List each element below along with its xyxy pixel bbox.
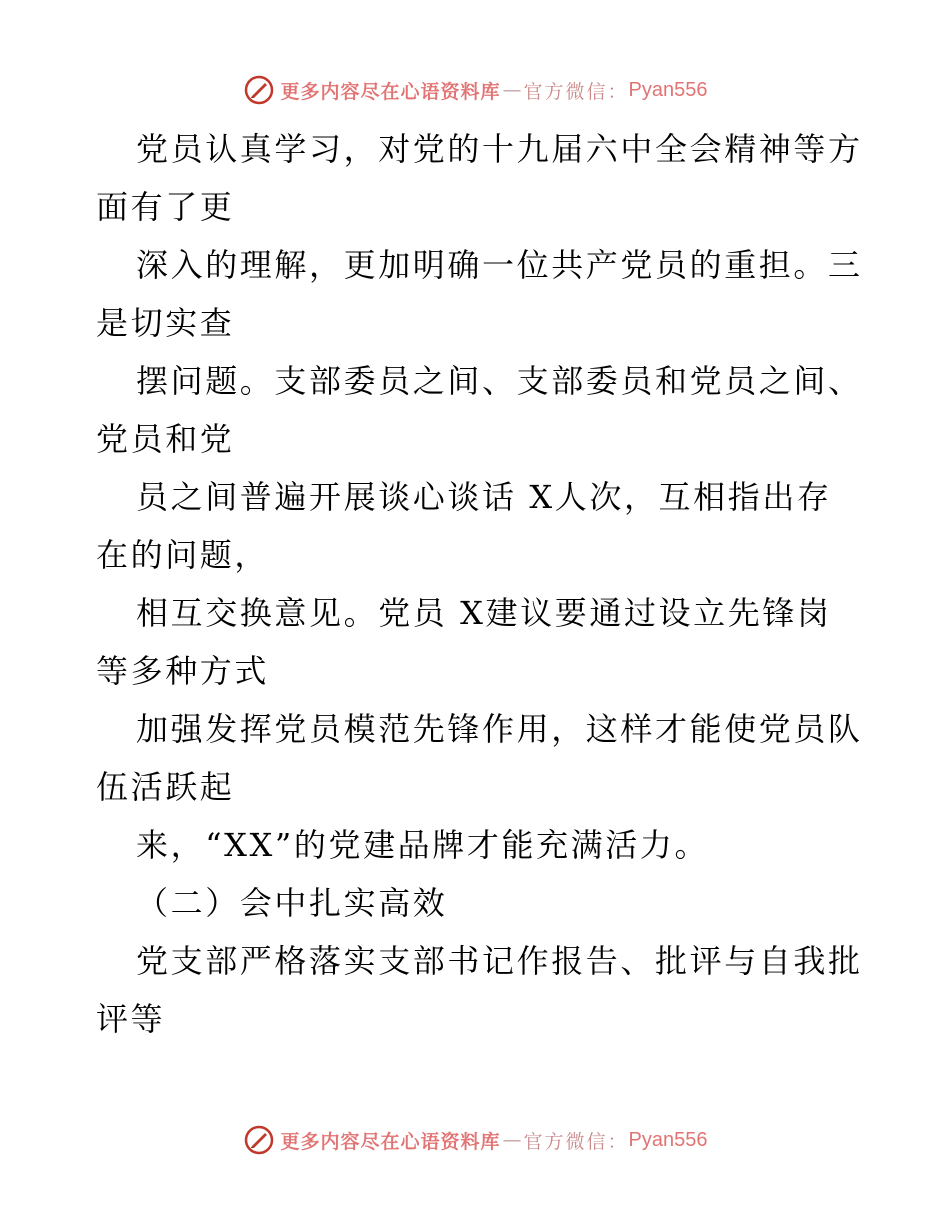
watermark-separator: — bbox=[502, 79, 522, 101]
text-line: 摆问题。支部委员之间、支部委员和党员之间、 bbox=[136, 362, 863, 400]
text-line: 面有了更 bbox=[96, 188, 235, 226]
text-line: 深入的理解，更加明确一位共产党员的重担。三 bbox=[136, 246, 863, 284]
footer-watermark bbox=[0, 1120, 950, 1160]
text-line: 评等 bbox=[96, 1000, 166, 1038]
watermark-sub-text: 官方微信： bbox=[523, 80, 629, 103]
text-line: 在的问题， bbox=[96, 536, 270, 574]
watermark-handle: Pyan556 bbox=[628, 1128, 708, 1151]
text-line: 是切实查 bbox=[96, 304, 235, 342]
section-heading: （二）会中扎实高效 bbox=[136, 884, 448, 922]
watermark-separator: — bbox=[502, 1129, 522, 1151]
text-line: 相互交换意见。党员 X建议要通过设立先锋岗 bbox=[136, 594, 832, 632]
text-line: 党员和党 bbox=[96, 420, 235, 458]
watermark-main-text: 更多内容尽在心语资料库 bbox=[280, 1130, 501, 1153]
text-line: 党支部严格落实支部书记作报告、批评与自我批 bbox=[136, 942, 863, 980]
quill-logo-icon bbox=[243, 74, 275, 106]
text-line: 等多种方式 bbox=[96, 652, 270, 690]
quill-logo-icon bbox=[243, 1124, 275, 1156]
text-line: 员之间普遍开展谈心谈话 X人次，互相指出存 bbox=[136, 478, 832, 516]
watermark-sub-text: 官方微信： bbox=[523, 1130, 629, 1153]
text-line: 来，“XX”的党建品牌才能充满活力。 bbox=[136, 826, 710, 864]
watermark-handle: Pyan556 bbox=[628, 78, 708, 101]
text-line: 党员认真学习，对党的十九届六中全会精神等方 bbox=[136, 130, 863, 168]
header-watermark bbox=[0, 70, 950, 110]
document-body bbox=[96, 120, 876, 1048]
text-line: 伍活跃起 bbox=[96, 768, 235, 806]
watermark-main-text: 更多内容尽在心语资料库 bbox=[280, 80, 501, 103]
text-line: 加强发挥党员模范先锋作用，这样才能使党员队 bbox=[136, 710, 863, 748]
